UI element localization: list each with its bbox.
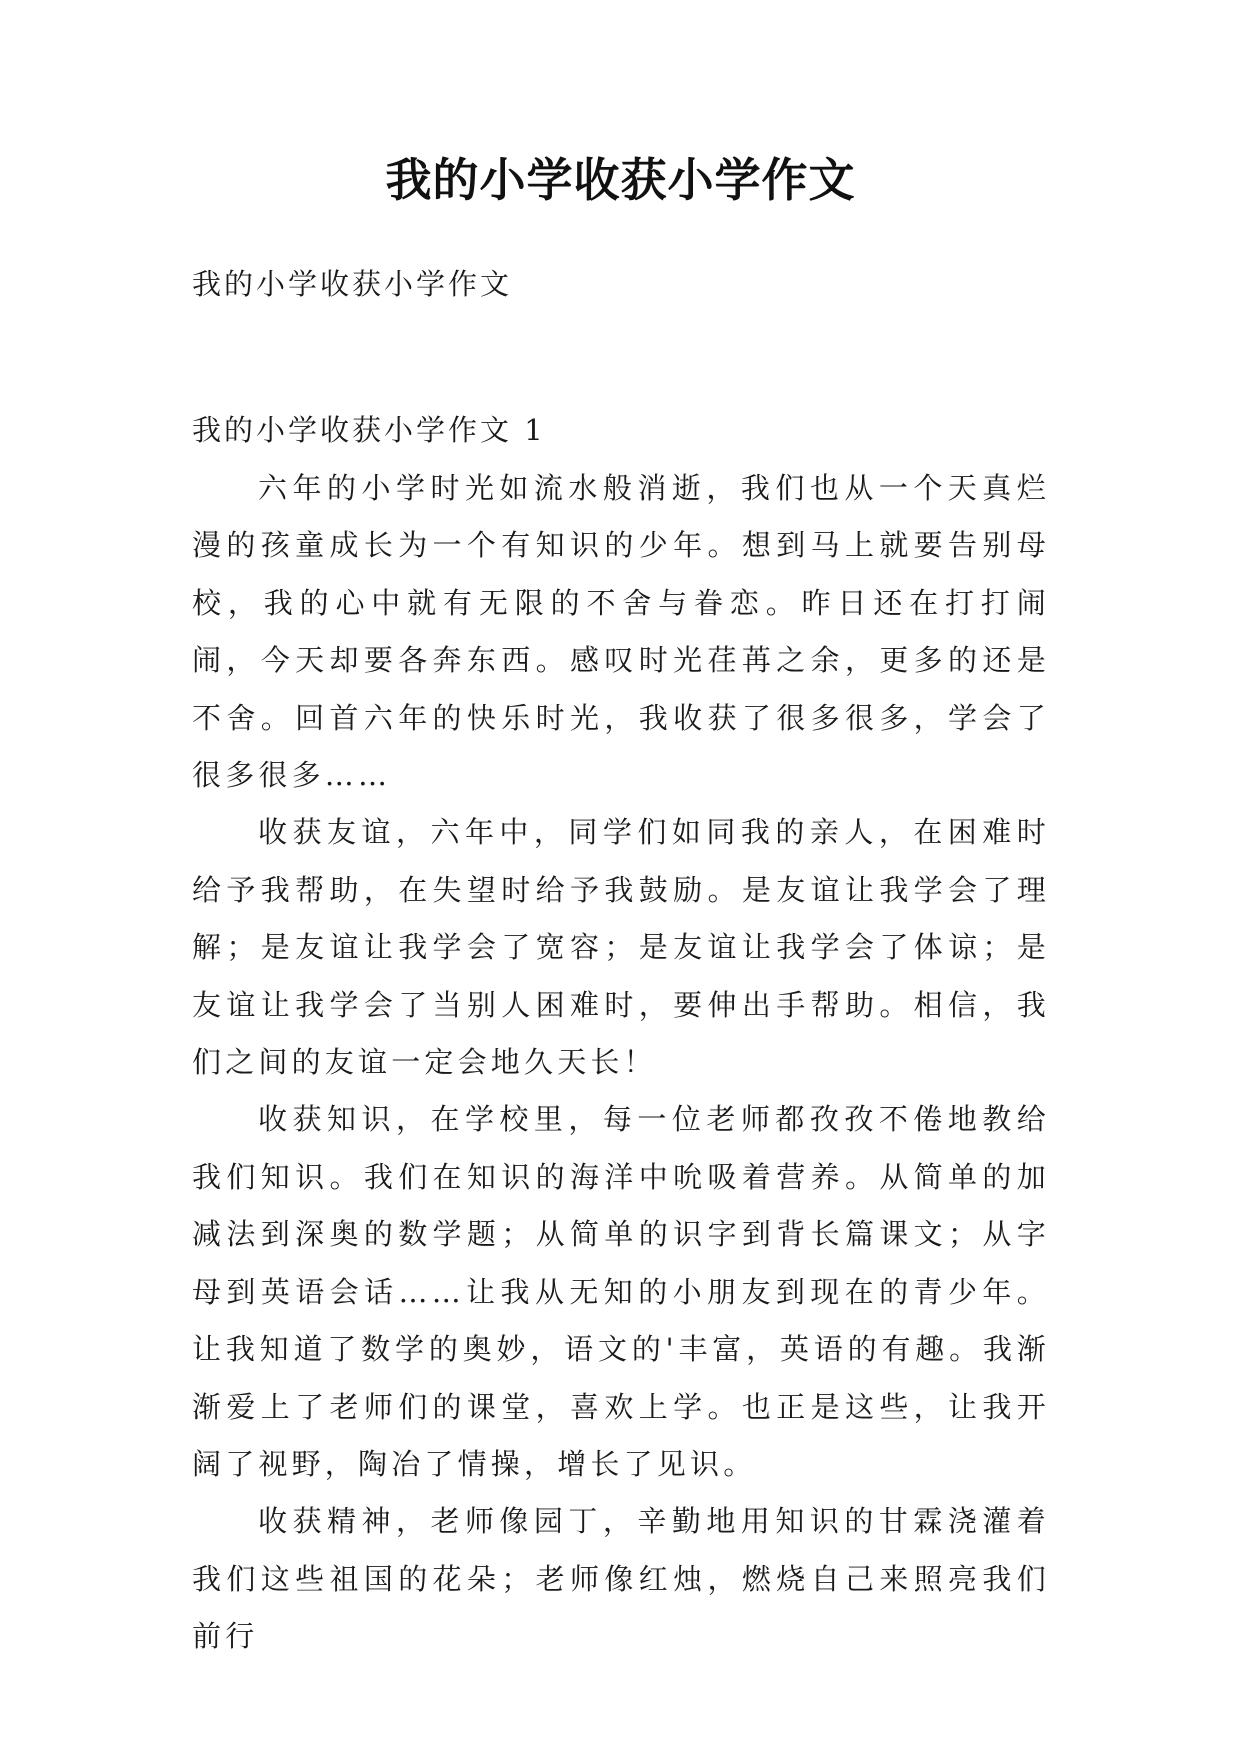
document-title: 我的小学收获小学作文 xyxy=(385,153,856,207)
section-heading: 我的小学收获小学作文 1 xyxy=(192,413,546,447)
paragraph: 六年的小学时光如流水般消逝，我们也从一个天真烂漫的孩童成长为一个有知识的少年。想到马上就要告别母校，我的心中就有无限的不舍与眷恋。昨日还在打打闹闹，今天却要各奔东西。感叹时光荏苒之余，更多的还是不舍。回首六年的快乐时光，我收获了很多很多，学会了很多很多…… xyxy=(192,471,1050,793)
paragraph: 收获友谊，六年中，同学们如同我的亲人，在困难时给予我帮助，在失望时给予我鼓励。是友谊让我学会了理解；是友谊让我学会了宽容；是友谊让我学会了体谅；是友谊让我学会了当别人困难时，要伸出手帮助。相信，我们之间的友谊一定会地久天长！ xyxy=(192,815,1050,1080)
paragraph: 收获精神，老师像园丁，辛勤地用知识的甘霖浇灌着我们这些祖国的花朵；老师像红烛，燃烧自己来照亮我们前行 xyxy=(192,1504,1050,1654)
essay-body xyxy=(192,460,1050,1666)
paragraph: 收获知识，在学校里，每一位老师都孜孜不倦地教给我们知识。我们在知识的海洋中吮吸着营养。从简单的加减法到深奥的数学题；从简单的识字到背长篇课文；从字母到英语会话……让我从无知的小朋友到现在的青少年。让我知道了数学的奥妙，语文的'丰富，英语的有趣。我渐渐爱上了老师们的课堂，喜欢上学。也正是这些，让我开阔了视野，陶冶了情操，增长了见识。 xyxy=(192,1102,1050,1481)
document-subtitle: 我的小学收获小学作文 xyxy=(192,267,513,301)
